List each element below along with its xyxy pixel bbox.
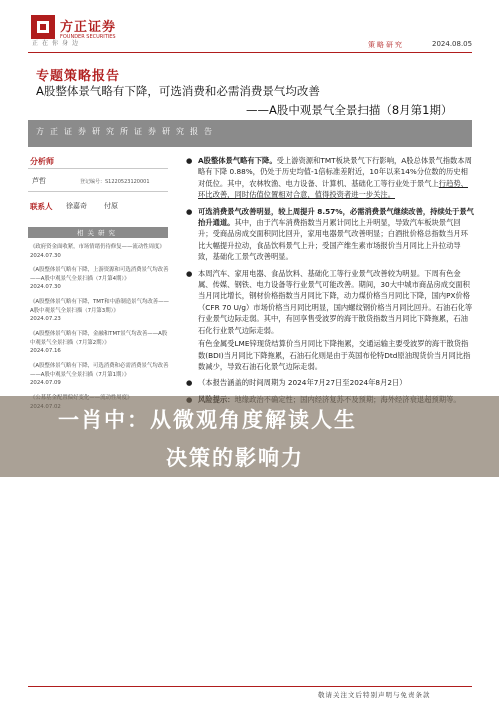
related-item-title: 《A股整体景气略有下降，金融和TMT景气均改善——A股中观景气全景扫描（7月第2期）》: [30, 331, 168, 346]
related-item-date: 2024.07.09: [30, 380, 61, 387]
bullet-bold: 可选消费景气改善明显，较上周提升 8.57%，必需消费景气继续改善，持续处于景气抬升通道。: [198, 206, 474, 228]
bullet-item: [186, 155, 474, 201]
analyst-name: 芦哲: [32, 177, 46, 185]
bullet-dot-icon: ●: [186, 206, 193, 216]
related-item-title: 《政府资金面收紧，市场情绪仍待修复——流动性周度》: [30, 244, 165, 250]
bullet-dot-icon: ●: [186, 268, 193, 278]
related-item-title: 《A股整体景气略有下降，上游资源和可选消费景气均改善——A股中观景气全景扫描（7月第4期）》: [30, 267, 169, 282]
analyst-cert: 登记编号：S1220523120001: [80, 179, 150, 185]
related-item[interactable]: [30, 243, 170, 260]
page-title: A股整体景气略有下降，可选消费和必需消费景气均改善: [36, 84, 320, 98]
related-item[interactable]: [30, 266, 170, 292]
related-item-title: 《A股整体景气略有下降，可选消费和必需消费景气均改善——A股中观景气全景扫描（7月第1期）》: [30, 363, 169, 378]
related-item-date: 2024.07.30: [30, 252, 61, 259]
bullet-item: [186, 206, 474, 263]
analyst-divider: [28, 168, 168, 169]
watermark-line-1: 一肖中：从微观角度解读人生: [58, 408, 357, 432]
bullet-underline: 行趋势、环比改善，同时估值位置相对合意，值得投资者进一步关注。: [198, 178, 468, 200]
related-item-date: 2024.07.16: [30, 348, 61, 355]
bullet-dot-icon: ●: [186, 156, 193, 165]
page-subtitle: ——A股中观景气全景扫描（8月第1期）: [246, 103, 453, 117]
analyst-heading: 分析师: [30, 157, 54, 166]
brand-name-en: FOUNDER SECURITIES: [60, 34, 116, 40]
bullet-item: [186, 377, 474, 388]
bullet-prefix: （: [198, 378, 206, 388]
bullet-item: [186, 268, 474, 336]
contact-name: 付原: [104, 202, 118, 210]
bullet-text: 受上游资源和TMT板块景气下行影响，A股总体景气指数本周略有下降 0.88%，仍处于历史均值-1倍标准差附近，10年以来14%分位数的历史相对低位。其中，农林牧渔、电力设备、计算机、基础化工等行业处于景气上: [198, 156, 472, 188]
footer-disclaimer: 敬请关注文后特别声明与免责条款: [318, 691, 431, 699]
bullet-item: [186, 338, 474, 372]
bullet-text: 其中，由于汽车消费指数当月累计同比上升明显，导致汽车板块景气回升；受商品房成交面积同比回升，家用电器景气改善明显；白酒批价格总指数当月环比大幅提升拉动，食品饮料景气上升；受国产维生素市场报价当月同比上升拉动导致，基础化工景气改善明显。: [198, 218, 468, 262]
related-item[interactable]: [30, 362, 170, 388]
report-type: 策略研究: [368, 41, 404, 49]
bullet-dot-icon: ●: [186, 378, 193, 388]
report-date: 2024.08.05: [432, 40, 473, 48]
watermark-line-2: 决策的影响力: [166, 446, 304, 470]
summary-bullets: [186, 155, 474, 410]
related-item-date: 2024.07.30: [30, 284, 61, 291]
brand-motto: 正在你身边: [32, 40, 83, 47]
contact-name: 徐嘉奇: [66, 202, 87, 210]
bullet-text: 本周汽车、家用电器、食品饮料、基础化工等行业景气改善较为明显。下周有色金属、传媒、钢铁、电力设备等行业景气可能改善。期间，30大中城市商品房成交面积当月同比增长，钢材价格指数当月同比下降，动力煤价格当月同比下降，国内PX价格（CFR 70 U/g）市场价格当月同比明显，国内螺纹钢价格当月同比回升。石油石化等行业景气边际走弱。其中，有回享售受波罗的海干散货指数当月同比下降拖累，石油石化行业景气边际走弱。: [198, 268, 473, 335]
contact-label: 联系人: [30, 202, 53, 211]
related-item-date: 2024.07.23: [30, 316, 61, 323]
bullet-text: 本报告涵盖的时间周期为 2024年7月27日至2024年8月2日）: [205, 378, 407, 388]
bullet-text: 有色金属受LME锌现货结算价当月同比下降拖累，交通运输主要受波罗的海干散货指数(BDI)当月同比下降拖累，石油石化则是由于英国布伦特Dtd原油现货价当月同比指数减少，导致石油石化景气边际走弱。: [198, 339, 471, 371]
bullet-bold: A股整体景气略有下降。: [198, 156, 277, 165]
footer-divider: [28, 686, 472, 687]
related-item[interactable]: [30, 298, 170, 324]
related-research-heading: 相关研究: [77, 229, 119, 237]
analyst-divider-2: [28, 191, 168, 192]
series-title: 专题策略报告: [36, 69, 121, 84]
header-divider: [28, 52, 472, 53]
brand-name-cn: 方正证券: [60, 20, 117, 35]
related-item[interactable]: [30, 330, 170, 356]
institute-band-text: 方正证券研究所证券研究报告: [36, 127, 218, 136]
founder-logo-icon: [30, 14, 56, 40]
related-item-title: 《A股整体景气略有下降，TMT和中游制造景气均改善——A股中观景气全景扫描（7月第3期）》: [30, 299, 169, 314]
